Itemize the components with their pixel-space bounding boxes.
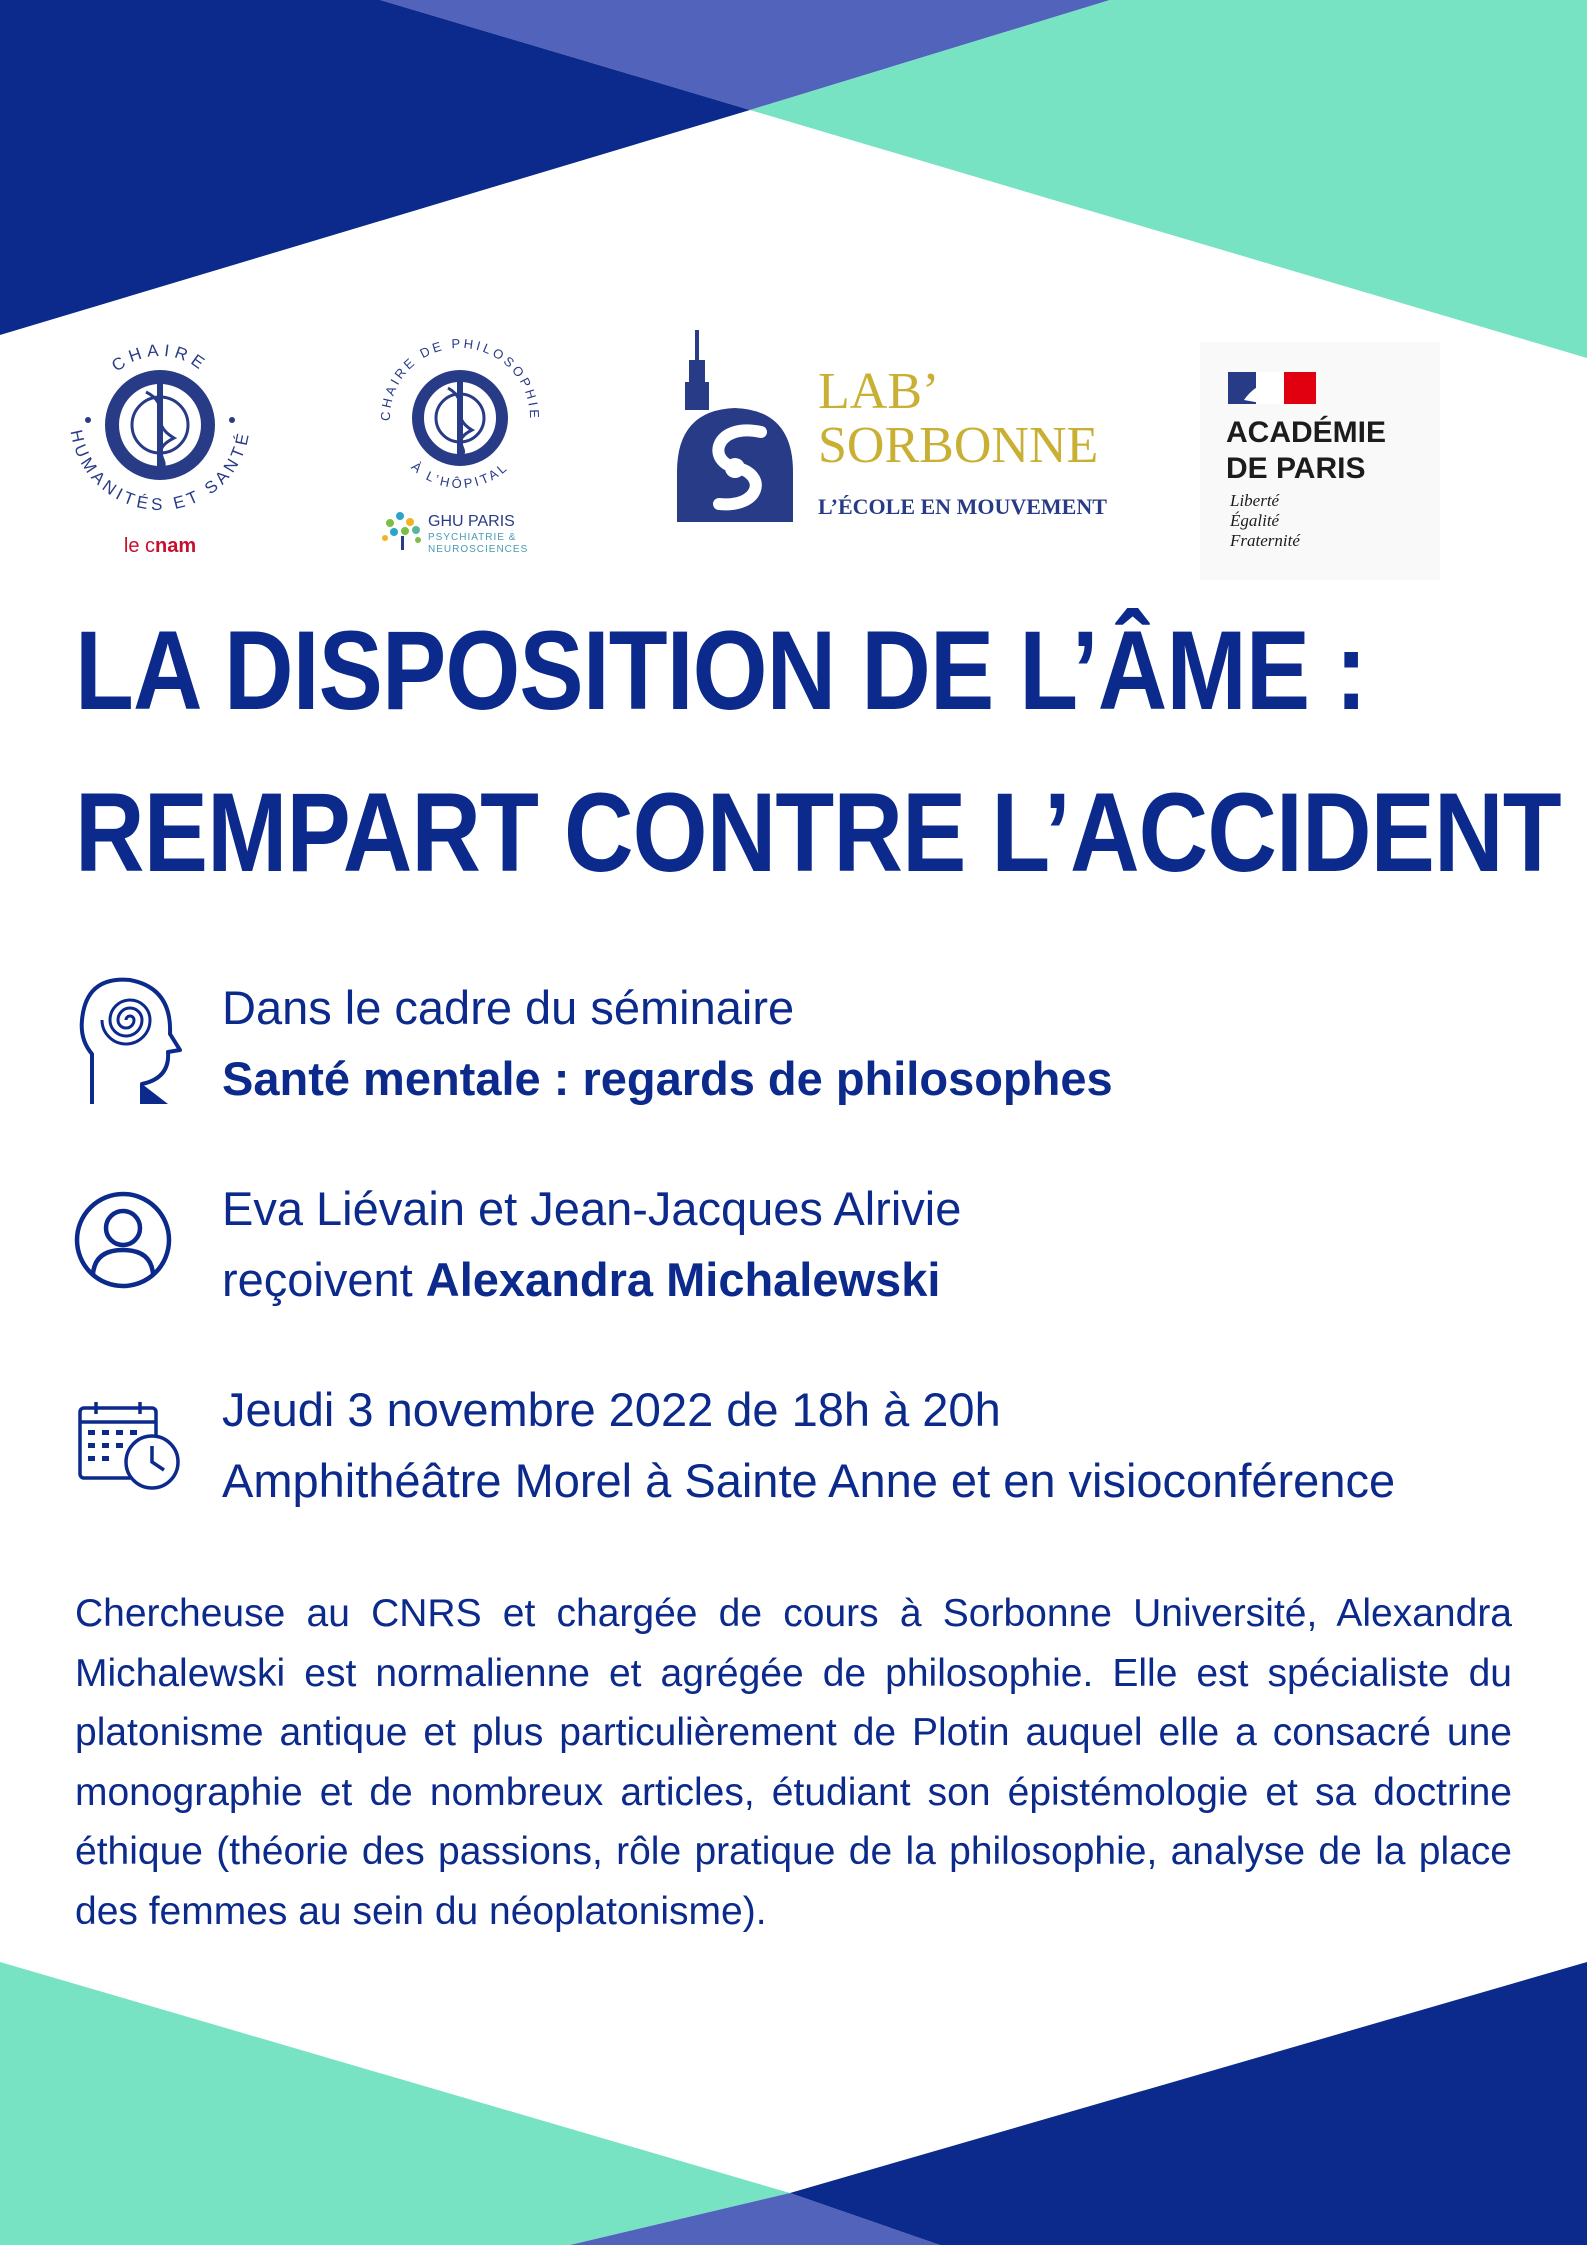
motto-egalite: Égalité — [1230, 511, 1280, 530]
lab-sorbonne-logo — [675, 322, 1130, 522]
seminar-intro: Dans le cadre du séminaire — [222, 981, 795, 1034]
speaker-hosts: Eva Liévain et Jean-Jacques Alrivie — [222, 1182, 962, 1235]
event-title — [75, 590, 1561, 914]
ghu-tree-icon — [382, 512, 421, 550]
head-spiral-icon — [72, 972, 182, 1107]
speaker-guest: Alexandra Michalewski — [425, 1253, 941, 1306]
sorbonne-label: SORBONNE — [818, 417, 1099, 474]
speaker-bio: Chercheuse au CNRS et chargée de cours à Sorbonne Université, Alexandra Michalewski est normalienne et agrégée de philosophie. Elle est spécialiste du platonisme antique et plus particulièrement de Plotin auquel elle a consacré une monographie et de nombreux articles, étudiant son épistémologie et sa doctrine éthique (théorie des passions, rôle pratique de la philosophie, analyse de la place des femmes au sein du néoplatonisme). — [75, 1592, 1512, 1933]
chaire-philosophie-hopital-logo — [360, 318, 560, 563]
bottom-navy-triangle — [790, 1962, 1587, 2245]
speaker-guest-line — [222, 1244, 940, 1315]
event-date: Jeudi 3 novembre 2022 de 18h à 20h — [222, 1383, 1001, 1436]
lab-tagline: L’ÉCOLE EN MOUVEMENT — [818, 494, 1107, 519]
seminar-name: Santé mentale : regards de philosophes — [222, 1052, 1113, 1105]
chaire-label: CHAIRE — [108, 340, 212, 376]
speaker-verb: reçoivent — [222, 1253, 426, 1306]
academie-label: ACADÉMIE — [1226, 416, 1387, 449]
ghu-sub1-label: PSYCHIATRIE & — [428, 532, 517, 543]
ghu-paris-label: GHU PARIS — [428, 513, 515, 530]
de-paris-label: DE PARIS — [1226, 452, 1366, 485]
academie-paris-logo — [1200, 342, 1440, 580]
event-place: Amphithéâtre Morel à Sainte Anne et en visioconférence — [222, 1454, 1396, 1507]
bottom-mint-triangle — [0, 1962, 790, 2245]
motto-fraternite: Fraternité — [1230, 531, 1300, 550]
marianne-flag-icon — [1228, 372, 1316, 404]
chaire-philosophie-label: CHAIRE DE PHILOSOPHIE — [377, 335, 543, 422]
caduceus-emblem-icon — [112, 377, 208, 473]
motto-liberte: Liberté — [1230, 491, 1280, 510]
title-line-2: REMPART CONTRE L’ACCIDENT — [75, 770, 1561, 895]
title-line-1: LA DISPOSITION DE L’ÂME : — [75, 608, 1367, 733]
caduceus-emblem-icon — [418, 376, 502, 460]
cnam-label: le cnam — [123, 535, 197, 557]
lab-label: LAB’ — [818, 363, 940, 420]
humanites-sante-label: HUMANITÉS ET SANTÉ — [66, 428, 254, 515]
ghu-sub2-label: NEUROSCIENCES — [428, 544, 529, 555]
chaire-humanites-sante-logo — [60, 320, 260, 560]
calendar-clock-icon — [78, 1400, 182, 1492]
person-icon — [73, 1190, 173, 1290]
hopital-label: À L’HÔPITAL — [408, 458, 512, 492]
